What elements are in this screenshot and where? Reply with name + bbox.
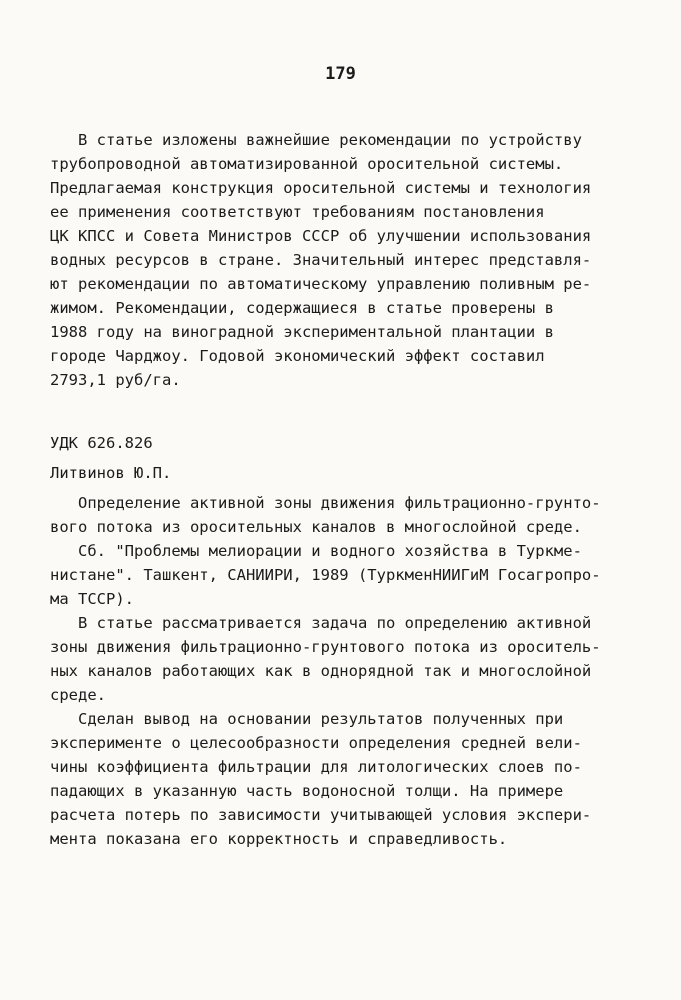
text-line: городе Чарджоу. Годовой экономический эффект составил [50, 347, 545, 365]
udk-code: УДК 626.826 [50, 434, 153, 452]
text-line: вого потока из оросительных каналов в многослойной среде. [50, 518, 582, 536]
text-line: трубопроводной автоматизированной оросительной системы. [50, 155, 564, 173]
text-line: эксперименте о целесообразности определения средней вели- [50, 734, 582, 752]
text-line: В статье рассматривается задача по определению активной [50, 614, 592, 632]
text-line: падающих в указанную часть водоносной толщи. На примере [50, 782, 564, 800]
text-line: ют рекомендации по автоматическому управлению поливным ре- [50, 275, 592, 293]
text-line: ее применения соответствуют требованиям постановления [50, 203, 545, 221]
page-number: 179 [325, 64, 356, 84]
text-line: среде. [50, 686, 106, 704]
text-line: водных ресурсов в стране. Значительный интерес представля- [50, 251, 592, 269]
text-line: расчета потерь по зависимости учитывающей условия экспери- [50, 806, 592, 824]
text-line: жимом. Рекомендации, содержащиеся в статье проверены в [50, 299, 554, 317]
text-line: зоны движения фильтрационно-грунтового потока из ороситель- [50, 638, 601, 656]
author-name: Литвинов Ю.П. [50, 464, 172, 482]
text-line: В статье изложены важнейшие рекомендации по устройству [50, 131, 582, 149]
text-line: ЦК КПСС и Совета Министров СССР об улучшении использования [50, 227, 592, 245]
text-line: 2793,1 руб/га. [50, 371, 181, 389]
text-line: нистане". Ташкент, САНИИРИ, 1989 (ТуркменНИИГиМ Госагропро- [50, 566, 601, 584]
text-line: ных каналов работающих как в однорядной так и многослойной [50, 662, 592, 680]
text-line: чины коэффициента фильтрации для литологических слоев по- [50, 758, 582, 776]
text-line: 1988 году на виноградной экспериментальной плантации в [50, 323, 554, 341]
text-line: ма ТССР). [50, 590, 134, 608]
text-line: Сделан вывод на основании результатов полученных при [50, 710, 564, 728]
text-line: Сб. "Проблемы мелиорации и водного хозяйства в Туркме- [50, 542, 582, 560]
text-line: Предлагаемая конструкция оросительной системы и технология [50, 179, 592, 197]
text-line: мента показана его корректность и справедливость. [50, 830, 508, 848]
text-line: Определение активной зоны движения фильтрационно-грунто- [50, 494, 601, 512]
